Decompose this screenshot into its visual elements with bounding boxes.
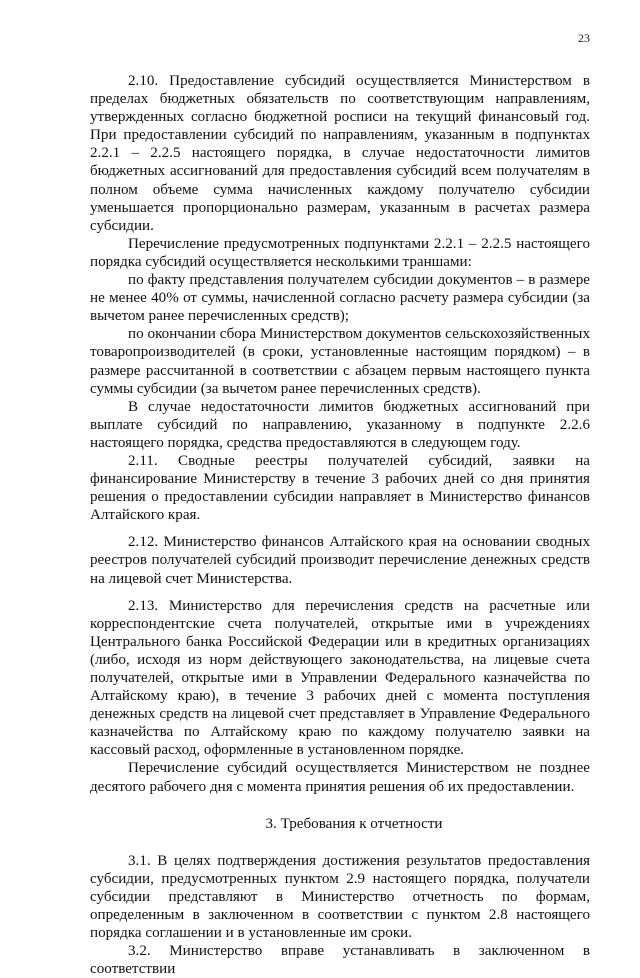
paragraph-insufficient-limits: В случае недостаточности лимитов бюджетных ассигнований при выплате субсидий по направлению, указанному в подпункте 2.2.6 настоящего порядка, средства предоставляются в следующем году. [90,398,590,451]
page-number: 23 [578,31,590,45]
paragraph-3-2: 3.2. Министерство вправе устанавливать в заключенном в соответствии [90,943,590,978]
paragraph-2-13: 2.13. Министерство для перечисления средств на расчетные или корреспондентские счета получателей, открытые ими в учреждениях Центрального банка Российской Федерации или в кредитных организациях (либо, исходя из норм действующего законодательства, на лицевые счета получателей, открытые ими в Управлении Федерального казначейства по Алтайскому краю), в течение 3 рабочих дней с момента поступления денежных средств на лицевой счет представляет в Управление Федерального казначейства по Алтайскому краю по каждому получателю заявки на кассовый расход, оформленные в установленном порядке. [90,597,590,759]
section-spacer [90,796,590,815]
section-heading: 3. Требования к отчетности [265,815,443,832]
paragraph-2-10: 2.10. Предоставление субсидий осуществляется Министерством в пределах бюджетных обязательств по соответствующим направлениям, утвержденных согласно бюджетной росписи на текущий финансовый год. При предоставлении субсидий по направлениям, указанным в подпунктах 2.2.1 – 2.2.5 настоящего порядка, в случае недостаточности лимитов бюджетных ассигнований для предоставления субсидий всем получателям в полном объеме сумма начисленных каждому получателю субсидии уменьшается пропорционально размерам, указанным в расчетах размера субсидии. [90,73,590,234]
paragraph-tranche-second: по окончании сбора Министерством документов сельскохозяйственных товаропроизводителей (в сроки, установленные настоящим порядком) – в размере рассчитанной в соответствии с абзацем первым настоящего пункта суммы субсидии (за вычетом ранее перечисленных средств). [90,326,590,397]
paragraph-2-12: 2.12. Министерство финансов Алтайского края на основании сводных реестров получателей субсидий производит перечисление денежных средств на лицевой счет Министерства. [90,534,590,587]
paragraph-tranches-intro: Перечисление предусмотренных подпунктами 2.2.1 – 2.2.5 настоящего порядка субсидий осуществляется несколькими траншами: [90,235,590,270]
paragraph-spacer [90,588,590,597]
document-body [90,72,590,978]
paragraph-tranche-first: по факту представления получателем субсидии документов – в размере не менее 40% от суммы, начисленной согласно расчету размера субсидии (за вычетом ранее перечисленных средств); [90,272,590,325]
paragraph-3-1: 3.1. В целях подтверждения достижения результатов предоставления субсидии, предусмотренных пунктом 2.9 настоящего порядка, получатели субсидии представляют в Министерство отчетность по формам, определенным в заключенном в соответствии с пунктом 2.8 настоящего порядка соглашении и в установленные им сроки. [90,852,590,942]
section-spacer [90,833,590,852]
paragraph-transfer-deadline: Перечисление субсидий осуществляется Министерством не позднее десятого рабочего дня с момента принятия решения об их предоставлении. [90,760,590,795]
paragraph-2-11: 2.11. Сводные реестры получателей субсидий, заявки на финансирование Министерству в течение 3 рабочих дней со дня принятия решения о предоставлении субсидии направляет в Министерство финансов Алтайского края. [90,452,590,524]
paragraph-spacer [90,524,590,533]
